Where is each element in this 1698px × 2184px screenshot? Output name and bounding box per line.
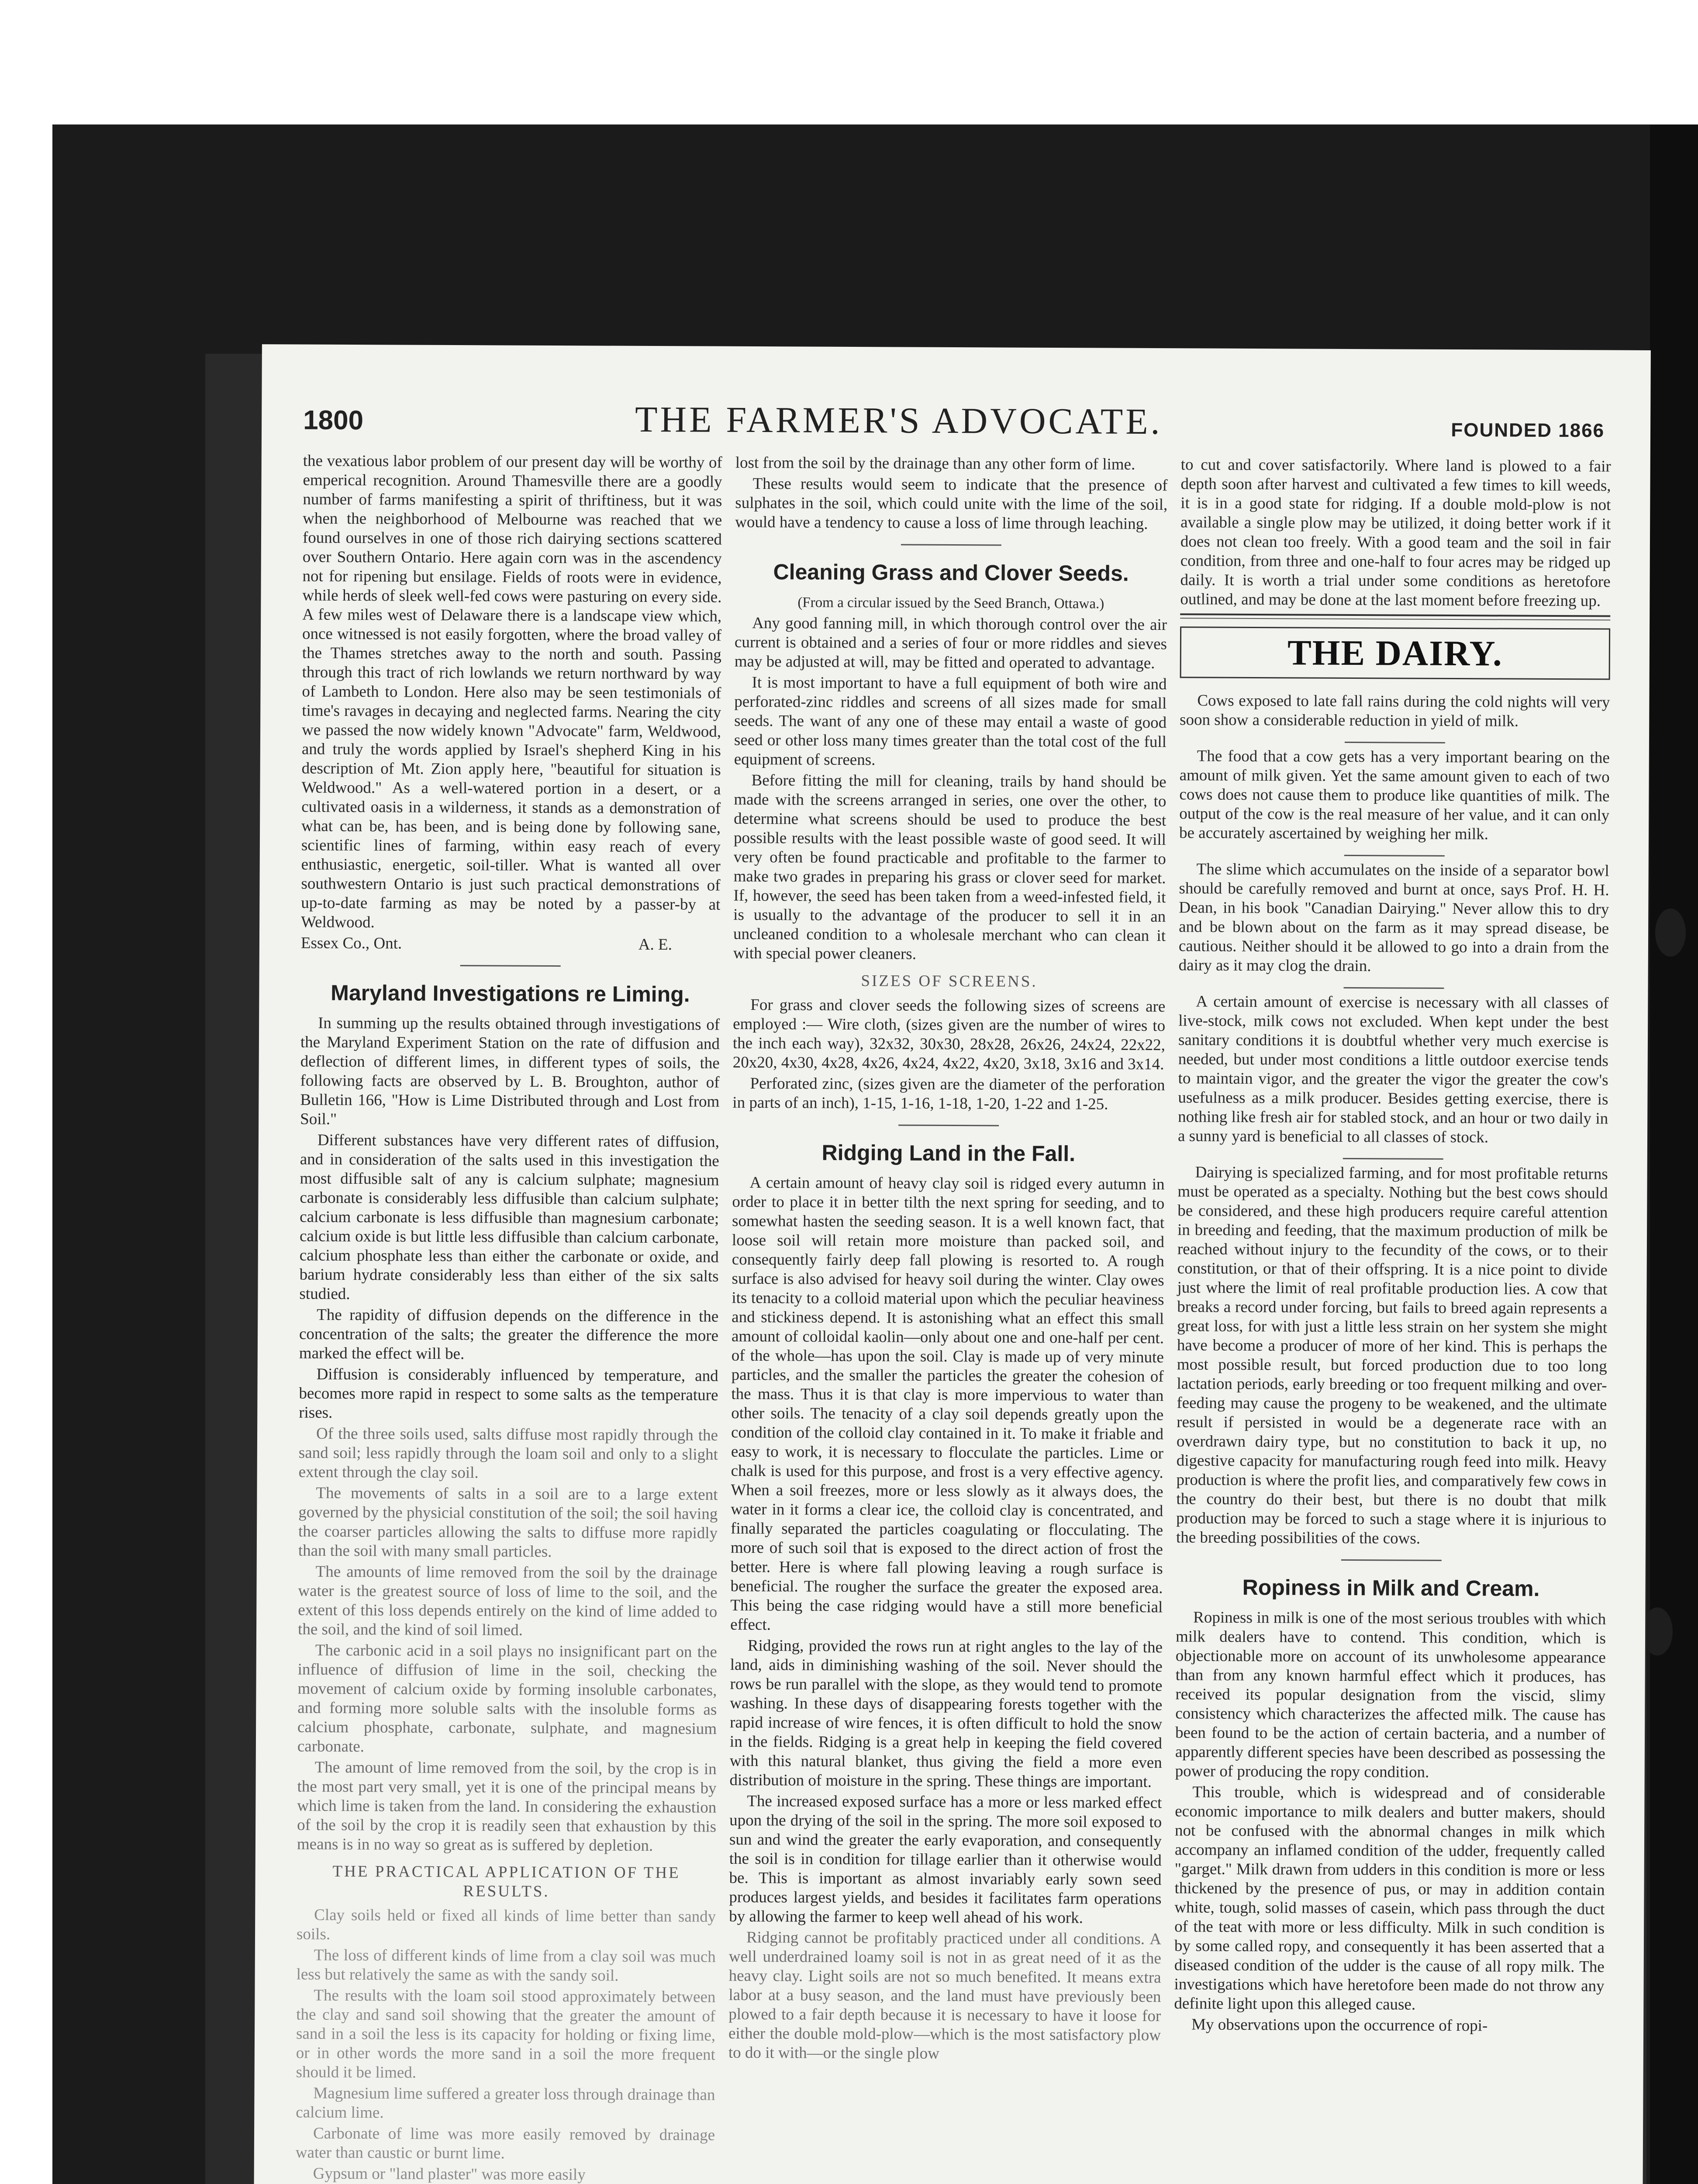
- binding-hole: [1642, 1607, 1673, 1655]
- paragraph: For grass and clover seeds the following sizes of screens are employed :— Wire cloth, (sizes given are the number of wires to the inch each way), 32x32, 30x30, 28x28, 26x26, 24x24, 22x22, 20x20, 4x30, 4x28, 4x26, 4x24, 4x22, 4x20, 3x18, 3x16 and 3x14.: [732, 995, 1166, 1074]
- section-subheading: SIZES OF SCREENS.: [861, 972, 1038, 991]
- paragraph: The amount of lime removed from the soil, by the crop is in the most part very small, yet it is one of the principal means by which lime is taken from the land. In considering the exhaustion of the soil by the crop it is readily seen that exhaustion by this means is in no way so great as is suffered by depletion.: [297, 1758, 717, 1855]
- paragraph: A certain amount of exercise is necessary with all classes of live-stock, milk cows not excluded. When kept under the best sanitary conditions it is doubtful whether very much exercise is needed, but under most conditions a little outdoor exercise tends to maintain vigor, and the greater the vigor the greater the cow's usefulness as a milk producer. Besides getting exercise, there is nothing like fresh air for stabled stock, and an hour or two daily in a sunny yard is beneficial to all classes of stock.: [1177, 992, 1609, 1147]
- divider: [460, 965, 561, 967]
- paragraph: The slime which accumulates on the inside of a separator bowl should be carefully removed and burnt at once, says Prof. H. H. Dean, in his book "Canadian Dairying." Never allow this to dry and be blown about on the farm as it may spread disease, be cautious. Neither should it be allowed to go into a drain from the dairy as it may clog the drain.: [1178, 860, 1609, 975]
- paragraph: The carbonic acid in a soil plays no insignificant part on the influence of diffusion of lime in the soil, checking the movement of calcium oxide by forming insoluble carbonates, and forming more soluble salts with the insoluble forms as calcium phosphate, carbonate, sulphate, and magnesium carbonate.: [297, 1641, 717, 1756]
- paragraph: The amounts of lime removed from the soil by the drainage water is the greatest source of loss of lime to the soil, and the extent of this loss depends entirely on the kind of lime added to the soil, and the kind of soil limed.: [297, 1562, 718, 1639]
- divider: [901, 544, 1001, 546]
- paragraph: The movements of salts in a soil are to a large extent governed by the physicial constitution of the soil; the soil having the coarser particles allowing the salts to diffuse more rapidly than the soil with many small particles.: [298, 1484, 718, 1561]
- department-title: THE DAIRY.: [1287, 632, 1503, 674]
- paragraph: Magnesium lime suffered a greater loss through drainage than calcium lime.: [296, 2084, 715, 2122]
- page-header: [303, 397, 1605, 450]
- paragraph: Cows exposed to late fall rains during the cold nights will very soon show a considerable reduction in yield of milk.: [1180, 691, 1610, 730]
- paragraph: to cut and cover satisfactorily. Where land is plowed to a fair depth soon after harvest and cultivated a few times to kill weeds, it is in a good state for ridging. If a double mold-plow is not available a single plow may be utilized, it doing better work if it does not clean too freely. With a good team and the soil in fair condition, from three and one-half to four acres may be ridged up daily. It is worth a trial under some conditions as heretofore outlined, and may be done at the last moment before freezing up.: [1180, 456, 1611, 610]
- paragraph: Different substances have very different rates of diffusion, and in consideration of the salts used in this investigation the most diffusible salt of any is calcium sulphate; magnesium carbonate is considerably less diffusible than calcium sulphate; calcium carbonate is less diffusible than magnesium carbonate; calcium oxide is but little less diffusible than calcium carbonate, calcium phosphate less than either the carbonate or oxide, and barium hydrate considerably less than either of the six salts studied.: [299, 1131, 720, 1303]
- page-number: 1800: [303, 405, 364, 436]
- article-heading: Ridging Land in the Fall.: [821, 1140, 1076, 1166]
- paragraph: Perforated zinc, (sizes given are the diameter of the perforation in parts of an inch), 1-15, 1-16, 1-18, 1-20, 1-22 and 1-25.: [732, 1074, 1165, 1113]
- article-heading: Cleaning Grass and Clover Seeds.: [773, 560, 1129, 586]
- paragraph: Dairying is specialized farming, and for most profitable returns must be operated as a specialty. Nothing but the best cows should be considered, and these high producers require careful attention in breeding and feeding, that the maximum production of milk be reached without injury to the fecundity of the cows, or to their constitution, or that of their offspring. It is a nice point to divide just where the limit of real profitable production lies. A cow that breaks a record under forcing, but fails to breed again represents a great loss, for with just a little less strain on her system she might have become a producer of more of her kind. This is perhaps the most possible result, but forced production due to too long lactation periods, early breeding or too frequent milking and over-feeding may cause the progeny to be weakened, and the ultimate result if persisted in would be a degenerate race with an overdrawn dairy type, but no constitution to back it up, no digestive capacity for manufacturing rough feed into milk. Heavy production is where the profit lies, and comparatively few cows in the country do their best, but there is no doubt that milk production may be forced to such a stage where it is injurious to the breeding possibilities of the cows.: [1176, 1163, 1608, 1548]
- divider: [898, 1124, 999, 1126]
- department-banner: [1180, 626, 1611, 680]
- masthead-title: THE FARMER'S ADVOCATE.: [635, 399, 1163, 442]
- signature-line: [301, 933, 720, 954]
- paragraph: Ropiness in milk is one of the most serious troubles with which milk dealers have to contend. This condition, which is objectionable more on account of its unwholesome appearance than from any known harmful effect which it produces, has received its popular designation from the viscid, slimy consistency which characterizes the affected milk. The cause has been found to be the action of certain bacteria, and a number of apparently different species have been described as possessing the power of producing the ropy condition.: [1175, 1608, 1606, 1781]
- paragraph: Clay soils held or fixed all kinds of lime better than sandy soils.: [296, 1906, 716, 1943]
- paragraph: Ridging, provided the rows run at right angles to the lay of the land, aids in diminishing washing of the soil. Never should the rows be run parallel with the slope, as they would tend to promote washing. In these days of disappearing forests together with the rapid increase of wire fences, it is often difficult to hold the snow in the fields. Ridging is a great help in keeping the field covered with this natural blanket, thus giving the field a more even distribution of moisture in the spring. These things are important.: [729, 1636, 1163, 1791]
- paragraph: lost from the soil by the drainage than any other form of lime.: [735, 453, 1135, 473]
- paragraph: In summing up the results obtained through investigations of the Maryland Experiment Station on the rate of diffusion and deflection of different limes, in different types of soils, the following facts are observed by L. B. Broughton, author of Bulletin 166, "How is Lime Distributed through and Lost from Soil.": [300, 1014, 720, 1128]
- divider: [1341, 1559, 1441, 1561]
- paragraph: The increased exposed surface has a more or less marked effect upon the drying of the soil in the spring. The more soil exposed to sun and wind the greater the early evaporation, and consequently the soil is in condition for tillage earlier than it otherwise would be. This is important as almost invariably early sown seed produces largest yields, and besides it facilitates farm operations by allowing the farmer to keep well ahead of his work.: [729, 1792, 1162, 1927]
- paragraph: Ridging cannot be profitably practiced under all conditions. A well underdrained loamy soil is not in as great need of it as the heavy clay. Light soils are not so much benefited. It means extra labor at a busy season, and the land must have previously been plowed to a fair depth because it is necessary to have it loose for either the double mold-plow—which is the most satisfactory plow to do it with—or the single plow: [728, 1928, 1162, 2063]
- source-note: (From a circular issued by the Seed Branch, Ottawa.): [797, 594, 1104, 612]
- paragraph: The rapidity of diffusion depends on the difference in the concentration of the salts; the greater the difference the more marked the effect will be.: [299, 1306, 719, 1363]
- paragraph: A certain amount of heavy clay soil is ridged every autumn in order to place it in better tilth the next spring for seeding, and to somewhat hasten the seeding season. It is a well known fact, that loose soil will retain more moisture than packed soil, and consequently fairly deep fall plowing is resorted to. A rough surface is also advised for heavy soil during the winter. Clay owes its tenacity to a colloid material upon which the peculiar heaviness and stickiness depend. It is astonishing what an effect this small amount of colloidal kaolin—only about one and one-half per cent. of the whole—has upon the soil. Clay is made up of very minute particles, and the smaller the particles the greater the cohesion of the mass. Thus it is that clay is more impervious to water than other soils. The tenacity of a clay soil depends greatly upon the condition of the colloid clay contained in it. To make it friable and easy to work, it is necessary to flocculate the particles. Lime or chalk is used for this purpose, and frost is a very effective agency. When a soil freezes, more or less slowly as it always does, the water in it forms a clear ice, the colloid clay is concentrated, and finally separated the particles coagulating or flocculating. The more of such soil that is exposed to the direct action of frost the better. Here is where fall plowing leaving a rough surface is beneficial. The rougher the surface the greater the exposed area. This being the case ridging would have a still more beneficial effect.: [730, 1173, 1165, 1634]
- paragraph: Diffusion is considerably influenced by temperature, and becomes more rapid in respect to some salts as the temperature rises.: [299, 1365, 718, 1422]
- founded-label: FOUNDED 1866: [1451, 419, 1605, 442]
- paragraph: The results with the loam soil stood approximately between the clay and sand soil showing that the greater the amount of sand in a soil the less is its capacity for holding or fixing lime, or in other words the more sand in a soil the more frequent should it be limed.: [296, 1986, 716, 2082]
- film-strip-edge: [1650, 124, 1698, 2184]
- binding-hole: [1655, 909, 1686, 957]
- divider: [1344, 742, 1445, 743]
- paragraph: The loss of different kinds of lime from a clay soil was much less but relatively the same as with the sandy soil.: [296, 1946, 716, 1985]
- paragraph: Carbonate of lime was more easily removed by drainage water than caustic or burnt lime.: [295, 2124, 715, 2163]
- signature-initials: A. E.: [638, 935, 673, 954]
- divider: [1344, 855, 1444, 857]
- paragraph: Gypsum or "land plaster" was more easily: [313, 2164, 586, 2184]
- newspaper-page: [253, 344, 1651, 2184]
- signature-place: Essex Co., Ont.: [300, 934, 402, 953]
- paragraph: The food that a cow gets has a very important bearing on the amount of milk given. Yet the same amount given to each of two cows does not cause them to produce like quantities of milk. The output of the cow is the real measure of her value, and it can only be accurately ascertained by weighing her milk.: [1179, 747, 1610, 843]
- column-1: [296, 451, 722, 2184]
- paragraph: the vexatious labor problem of our present day will be worthy of emperical recognition. Around Thamesville there are a goodly number of farms manifesting a spirit of thriftiness, but it was when the neighborhood of Melbourne was reached that we found ourselves in one of those rich dairying sections scattered over Southern Ontario. Here again corn was in the ascendency not for ripening but ensilage. Fields of roots were in evidence, while herds of sleek well-fed cows were pasturing on every side. A few miles west of Delaware there is a landscape view which, once witnessed is not easily forgotten, where the broad valley of the Thames stretches away to the north and south. Passing through this tract of rich lowlands we return northward by way of Lambeth to London. Here also may be seen testimonials of time's ravages in decaying and neglected farms. Nearing the city we passed the now widely known "Advocate" farm, Weldwood, and truly the words applied by Israel's shepherd King in his description of Mt. Zion apply here, "beautiful for situation is Weldwood." As a well-watered portion in a desert, or a cultivated oasis in a wilderness, it stands as a demonstration of what can be, has been, and is being done by following sane, scientific lines of farming, within easy reach of every enthusiastic, energetic, soil-tiller. What is wanted all over southwestern Ontario is just such practical demonstrations of up-to-date farming as may be noted by a passer-by at Weldwood.: [301, 452, 722, 932]
- section-subheading: THE PRACTICAL APPLICATION OF THE RESULTS.: [332, 1862, 680, 1901]
- divider: [1343, 987, 1444, 989]
- article-heading: Ropiness in Milk and Cream.: [1242, 1575, 1540, 1601]
- paragraph: My observations upon the occurrence of ropi-: [1191, 2015, 1488, 2035]
- divider: [1343, 1158, 1443, 1160]
- paragraph: It is most important to have a full equipment of both wire and perforated-zinc riddles and screens of all sizes made for small seeds. The want of any one of these may entail a waste of good seed or other loss many times greater than the total cost of the full equipment of screens.: [734, 673, 1167, 769]
- paragraph: This trouble, which is widespread and of considerable economic importance to milk dealers and butter makers, should not be confused with the abnormal changes in milk which accompany an inflamed condition of the udder, frequently called "garget." Milk drawn from udders in this condition is more or less thickened by the presence of pus, or may in addition contain white, tough, solid masses of casein, which pass through the duct of the teat with more or less difficulty. Milk in such condition is by some called ropy, and consequently it has been asserted that a diseased condition of the udder is the cause of all ropy milk. The investigations which have heretofore been made do not throw any definite light upon this alleged cause.: [1174, 1783, 1605, 2014]
- divider: [1180, 613, 1610, 617]
- paragraph: Before fitting the mill for cleaning, trails by hand should be made with the screens arranged in series, one over the other, to determine what screens should be used to produce the best possible results with the least possible waste of good seed. It will very often be found practicable and profitable to the farmer to make two grades in preparing his grass or clover seed for market. If, however, the seed has been taken from a weed-infested field, it is usually to the advantage of the producer to sell it in an uncleaned condition to a wholesale merchant who can clean it with special power cleaners.: [733, 771, 1167, 963]
- column-2: [728, 453, 1168, 2066]
- paragraph: These results would seem to indicate that the presence of sulphates in the soil, which could unite with the lime of the soil, would have a tendency to cause a loss of lime through leaching.: [735, 474, 1168, 533]
- paragraph: Any good fanning mill, in which thorough control over the air current is obtained and a series of four or more riddles and sieves may be adjusted at will, may be fitted and operated to advantage.: [734, 614, 1167, 673]
- article-heading: Maryland Investigations re Liming.: [331, 980, 690, 1007]
- paragraph: Of the three soils used, salts diffuse most rapidly through the sand soil; less rapidly through the loam soil and only to a slight extent through the clay soil.: [298, 1424, 718, 1482]
- divider: [1180, 618, 1610, 620]
- column-3: [1174, 455, 1611, 2038]
